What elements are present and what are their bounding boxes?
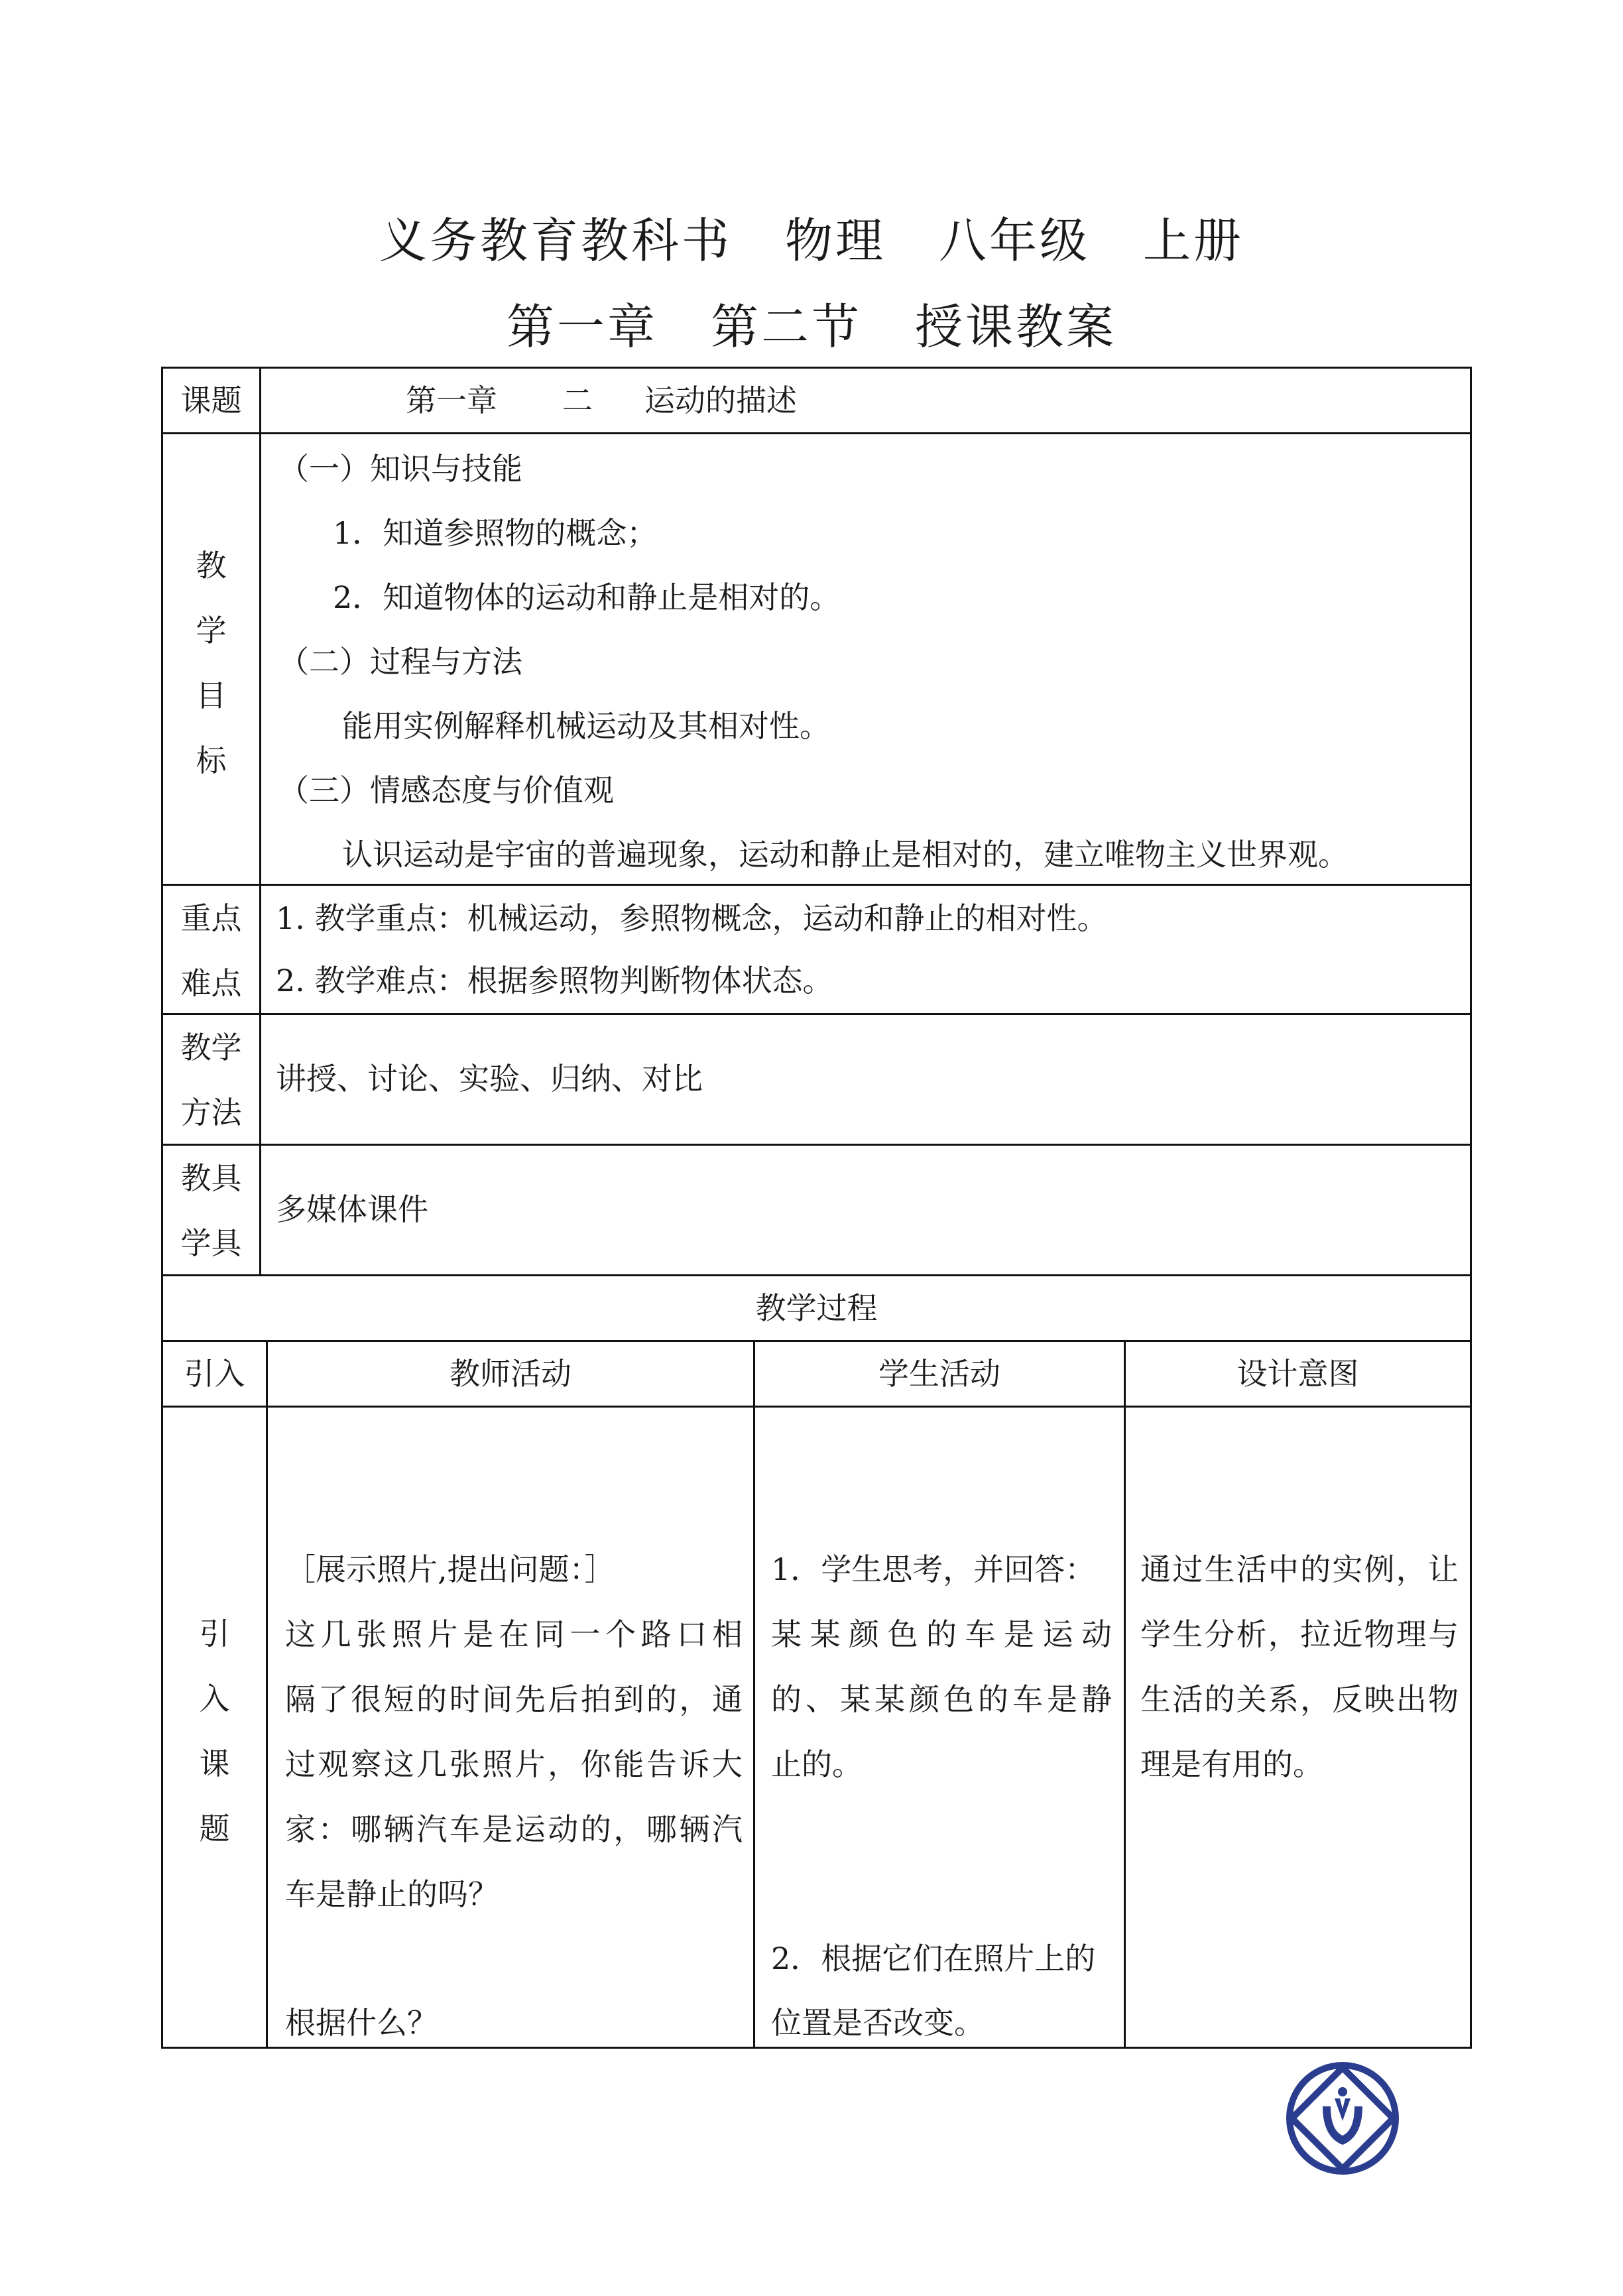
teacher-followup: 根据什么？ xyxy=(285,2005,438,2041)
school-emblem-icon xyxy=(1283,2059,1402,2178)
title-part: 八年级 xyxy=(939,213,1091,269)
key-point-item: 2. 教学难点：根据参照物判断物体状态。 xyxy=(276,963,833,998)
label-line: 教具 xyxy=(180,1160,242,1196)
topic-title: 运动的描述 xyxy=(644,383,797,418)
design-line: 学生分析，拉近物理与 xyxy=(1140,1616,1459,1652)
objective-item: 2．知道物体的运动和静止是相对的。 xyxy=(333,579,841,615)
row-divider xyxy=(161,1013,1472,1015)
topic-chapter: 第一章 xyxy=(406,383,497,418)
design-line: 生活的关系，反映出物 xyxy=(1140,1681,1459,1717)
objective-item: 能用实例解释机械运动及其相对性。 xyxy=(342,708,830,744)
teacher-line: 车是静止的吗？ xyxy=(285,1876,499,1912)
teacher-line: 家：哪辆汽车是运动的，哪辆汽 xyxy=(285,1811,743,1847)
title-part: 物理 xyxy=(784,213,886,269)
student-line: 止的。 xyxy=(771,1746,863,1782)
column-header-intro: 引入 xyxy=(184,1356,245,1392)
teacher-line: 隔了很短的时间先后拍到的，通 xyxy=(285,1681,743,1717)
label-char: 学 xyxy=(196,613,227,648)
row-divider xyxy=(161,432,1472,434)
label-char: 题 xyxy=(199,1811,230,1846)
column-divider xyxy=(266,1340,268,2049)
topic-section: 二 xyxy=(562,383,593,418)
objective-item: 认识运动是宇宙的普遍现象，运动和静止是相对的，建立唯物主义世界观。 xyxy=(342,837,1349,873)
objective-heading: （二）过程与方法 xyxy=(278,644,522,680)
student-line: 位置是否改变。 xyxy=(771,2005,985,2041)
topic-label: 课题 xyxy=(180,383,242,418)
column-divider xyxy=(259,367,261,1274)
design-line: 理是有用的。 xyxy=(1140,1746,1323,1782)
label-char: 教 xyxy=(196,548,227,583)
column-divider xyxy=(753,1340,755,2049)
column-divider xyxy=(1124,1340,1126,2049)
column-header-teacher: 教师活动 xyxy=(450,1356,571,1392)
key-point-item: 1. 教学重点：机械运动，参照物概念，运动和静止的相对性。 xyxy=(276,900,1108,936)
teacher-activity-body xyxy=(285,1602,743,1862)
objective-item: 1．知道参照物的概念； xyxy=(333,515,658,551)
student-activity xyxy=(771,1602,1112,1732)
student-line: 2．根据它们在照片上的 xyxy=(771,1941,1096,1976)
student-line: 的、某某颜色的车是静 xyxy=(771,1681,1112,1717)
title-part: 义务教育教科书 xyxy=(379,213,732,269)
label-line: 教学 xyxy=(180,1030,242,1065)
objective-heading: （三）情感态度与价值观 xyxy=(278,772,614,808)
label-char: 标 xyxy=(196,743,227,778)
subtitle-part: 授课教案 xyxy=(915,299,1117,355)
label-char: 课 xyxy=(199,1746,230,1782)
objective-heading: （一）知识与技能 xyxy=(278,451,522,487)
label-char: 目 xyxy=(196,678,227,713)
teacher-line: 这几张照片是在同一个路口相 xyxy=(285,1616,743,1652)
teacher-line: ［展示照片,提出问题：］ xyxy=(285,1551,615,1587)
label-char: 引 xyxy=(199,1616,230,1652)
methods-label xyxy=(163,1015,259,1145)
student-line: 某某颜色的车是运动 xyxy=(771,1616,1112,1652)
teacher-activity xyxy=(285,1537,743,1602)
design-intent xyxy=(1140,1537,1459,1732)
design-line: 通过生活中的实例，让 xyxy=(1140,1551,1459,1587)
row-divider xyxy=(161,1144,1472,1146)
tools-value: 多媒体课件 xyxy=(276,1191,428,1227)
label-line: 难点 xyxy=(180,965,242,1001)
teacher-line: 过观察这几张照片，你能告诉大 xyxy=(285,1746,743,1782)
label-line: 重点 xyxy=(180,900,242,936)
document-subtitle xyxy=(0,297,1623,357)
title-part: 上册 xyxy=(1143,213,1244,269)
process-title: 教学过程 xyxy=(755,1290,878,1326)
label-char: 入 xyxy=(199,1681,230,1717)
label-line: 方法 xyxy=(180,1095,242,1130)
column-header-student: 学生活动 xyxy=(878,1356,1000,1392)
column-header-design: 设计意图 xyxy=(1236,1356,1359,1392)
key-points-label xyxy=(163,886,259,1016)
subtitle-part: 第二节 xyxy=(710,299,862,355)
label-line: 学具 xyxy=(180,1225,242,1261)
student-line: 1．学生思考，并回答： xyxy=(771,1551,1096,1587)
tools-label xyxy=(163,1146,259,1276)
subtitle-part: 第一章 xyxy=(506,299,658,355)
document-title xyxy=(0,211,1623,271)
objectives-label xyxy=(163,533,259,793)
intro-row-label xyxy=(163,1601,266,1861)
methods-value: 讲授、讨论、实验、归纳、对比 xyxy=(276,1061,703,1097)
